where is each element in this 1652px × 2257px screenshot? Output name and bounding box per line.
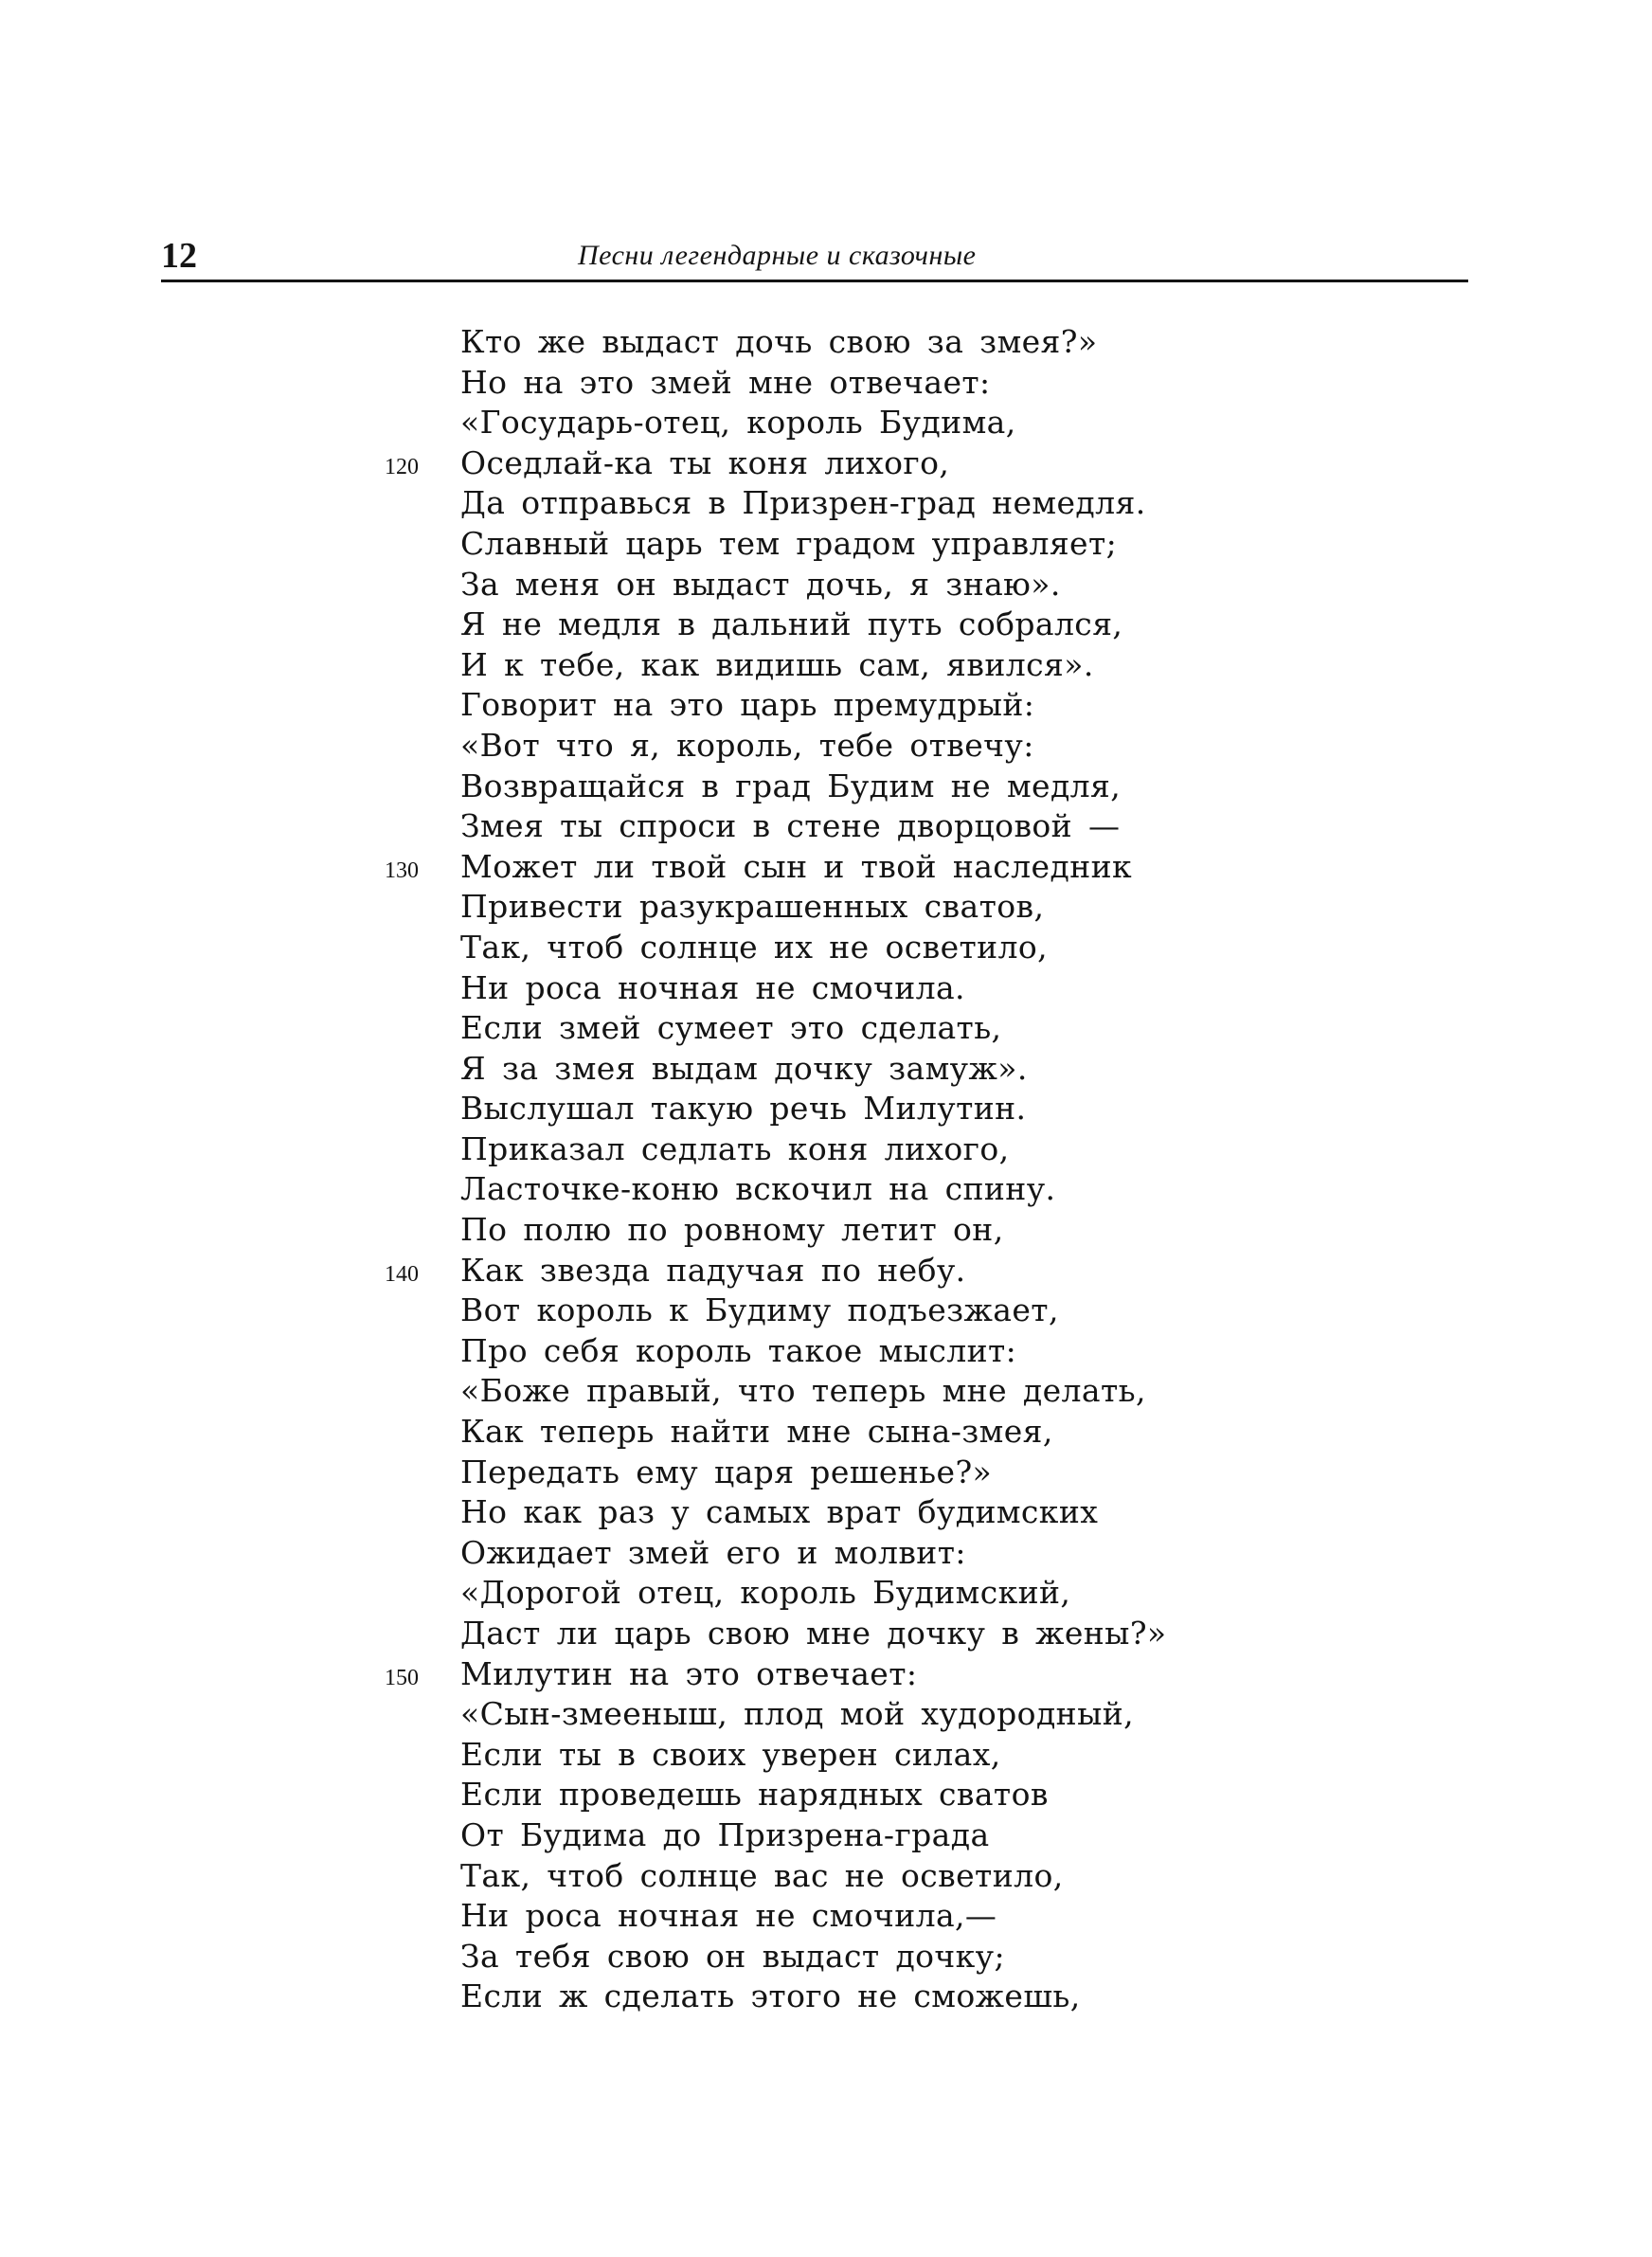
- poem-line: [385, 1291, 1332, 1331]
- poem-line: [385, 524, 1332, 565]
- poem-line: [385, 1735, 1332, 1776]
- verse-line-text: Я за змея выдам дочку замуж».: [460, 1049, 1028, 1087]
- poem-line: [385, 1129, 1332, 1170]
- page-header: [161, 233, 1468, 279]
- verse-line-text: Ласточке-коню вскочил на спину.: [460, 1170, 1056, 1208]
- poem-line: [385, 1533, 1332, 1574]
- verse-line-text: Вот король к Будиму подъезжает,: [460, 1291, 1059, 1329]
- verse-line-text: Может ли твой сын и твой наследник: [460, 847, 1133, 885]
- verse-line-text: За тебя свою он выдаст дочку;: [460, 1937, 1006, 1975]
- poem-line: [385, 403, 1332, 443]
- line-number: 130: [385, 858, 419, 883]
- poem-line: [385, 605, 1332, 645]
- poem-line: [385, 1654, 1332, 1695]
- verse-line-text: Если проведешь нарядных сватов: [460, 1776, 1049, 1814]
- verse-line-text: Приказал седлать коня лихого,: [460, 1129, 1010, 1167]
- verse-line-text: Кто же выдаст дочь свою за змея?»: [460, 323, 1098, 360]
- poem-line: [385, 363, 1332, 404]
- verse-line-text: «Вот что я, король, тебе отвечу:: [460, 726, 1034, 764]
- poem-line: [385, 322, 1332, 363]
- verse-line-text: И к тебе, как видишь сам, явился».: [460, 645, 1094, 683]
- verse-line-text: Передать ему царя решенье?»: [460, 1453, 993, 1490]
- poem-line: [385, 1775, 1332, 1815]
- verse-line-text: Оседлай-ка ты коня лихого,: [460, 443, 950, 481]
- poem-text: [385, 322, 1332, 2017]
- verse-line-text: Если змей сумеет это сделать,: [460, 1009, 1002, 1047]
- poem-line: [385, 1492, 1332, 1533]
- poem-line: [385, 1251, 1332, 1291]
- poem-line: [385, 806, 1332, 847]
- verse-line-text: Но как раз у самых врат будимских: [460, 1493, 1099, 1531]
- verse-line-text: «Сын-змееныш, плод мой худородный,: [460, 1695, 1135, 1733]
- verse-line-text: За меня он выдаст дочь, я знаю».: [460, 565, 1061, 603]
- poem-line: [385, 1815, 1332, 1856]
- line-number: 150: [385, 1665, 419, 1690]
- page-number: 12: [161, 236, 197, 276]
- running-title: Песни легендарные и сказочные: [578, 240, 977, 271]
- verse-line-text: Так, чтоб солнце вас не осветило,: [460, 1856, 1064, 1894]
- poem-line: [385, 968, 1332, 1009]
- verse-line-text: От Будима до Призрена-града: [460, 1815, 990, 1853]
- poem-line: [385, 1210, 1332, 1251]
- verse-line-text: Змея ты спроси в стене дворцовой —: [460, 807, 1121, 845]
- poem-line: [385, 1089, 1332, 1129]
- poem-line: [385, 1694, 1332, 1735]
- poem-line: [385, 1896, 1332, 1937]
- verse-line-text: Выслушал такую речь Милутин.: [460, 1090, 1027, 1128]
- verse-line-text: Как звезда падучая по небу.: [460, 1251, 966, 1289]
- verse-line-text: Привести разукрашенных сватов,: [460, 888, 1045, 926]
- line-number: 140: [385, 1261, 419, 1287]
- verse-line-text: Милутин на это отвечает:: [460, 1654, 918, 1692]
- poem-line: [385, 1331, 1332, 1372]
- poem-line: [385, 1169, 1332, 1210]
- poem-line: [385, 1977, 1332, 2017]
- verse-line-text: Возвращайся в град Будим не медля,: [460, 767, 1122, 804]
- poem-line: [385, 767, 1332, 807]
- verse-line-text: Как теперь найти мне сына-змея,: [460, 1413, 1053, 1451]
- verse-line-text: «Дорогой отец, король Будимский,: [460, 1574, 1071, 1612]
- verse-line-text: Про себя король такое мыслит:: [460, 1331, 1017, 1369]
- verse-line-text: Так, чтоб солнце их не осветило,: [460, 928, 1049, 966]
- verse-line-text: Славный царь тем градом управляет;: [460, 524, 1118, 562]
- poem-line: [385, 928, 1332, 968]
- verse-line-text: По полю по ровному летит он,: [460, 1211, 1004, 1249]
- verse-line-text: Ни роса ночная не смочила,—: [460, 1897, 997, 1935]
- poem-line: [385, 443, 1332, 484]
- verse-line-text: Говорит на это царь премудрый:: [460, 686, 1035, 724]
- verse-line-text: «Государь-отец, король Будима,: [460, 404, 1016, 442]
- verse-line-text: «Боже правый, что теперь мне делать,: [460, 1372, 1146, 1410]
- verse-line-text: Даст ли царь свою мне дочку в жены?»: [460, 1615, 1167, 1652]
- poem-line: [385, 1008, 1332, 1049]
- poem-line: [385, 887, 1332, 928]
- poem-line: [385, 847, 1332, 888]
- verse-line-text: Да отправься в Призрен-град немедля.: [460, 484, 1146, 522]
- line-number: 120: [385, 454, 419, 479]
- poem-line: [385, 726, 1332, 767]
- poem-line: [385, 1049, 1332, 1090]
- poem-line: [385, 1856, 1332, 1897]
- poem-line: [385, 483, 1332, 524]
- poem-line: [385, 1453, 1332, 1493]
- poem-line: [385, 565, 1332, 605]
- verse-line-text: Ни роса ночная не смочила.: [460, 968, 965, 1006]
- verse-line-text: Если ж сделать этого не сможешь,: [460, 1977, 1081, 2015]
- verse-line-text: Я не медля в дальний путь собрался,: [460, 605, 1123, 643]
- poem-line: [385, 645, 1332, 686]
- verse-line-text: Ожидает змей его и молвит:: [460, 1533, 966, 1571]
- header-rule: [161, 280, 1468, 282]
- poem-line: [385, 1573, 1332, 1614]
- poem-line: [385, 1937, 1332, 1977]
- poem-line: [385, 1614, 1332, 1654]
- verse-line-text: Если ты в своих уверен силах,: [460, 1735, 1001, 1773]
- poem-line: [385, 1412, 1332, 1453]
- verse-line-text: Но на это змей мне отвечает:: [460, 363, 991, 401]
- poem-line: [385, 685, 1332, 726]
- poem-line: [385, 1371, 1332, 1412]
